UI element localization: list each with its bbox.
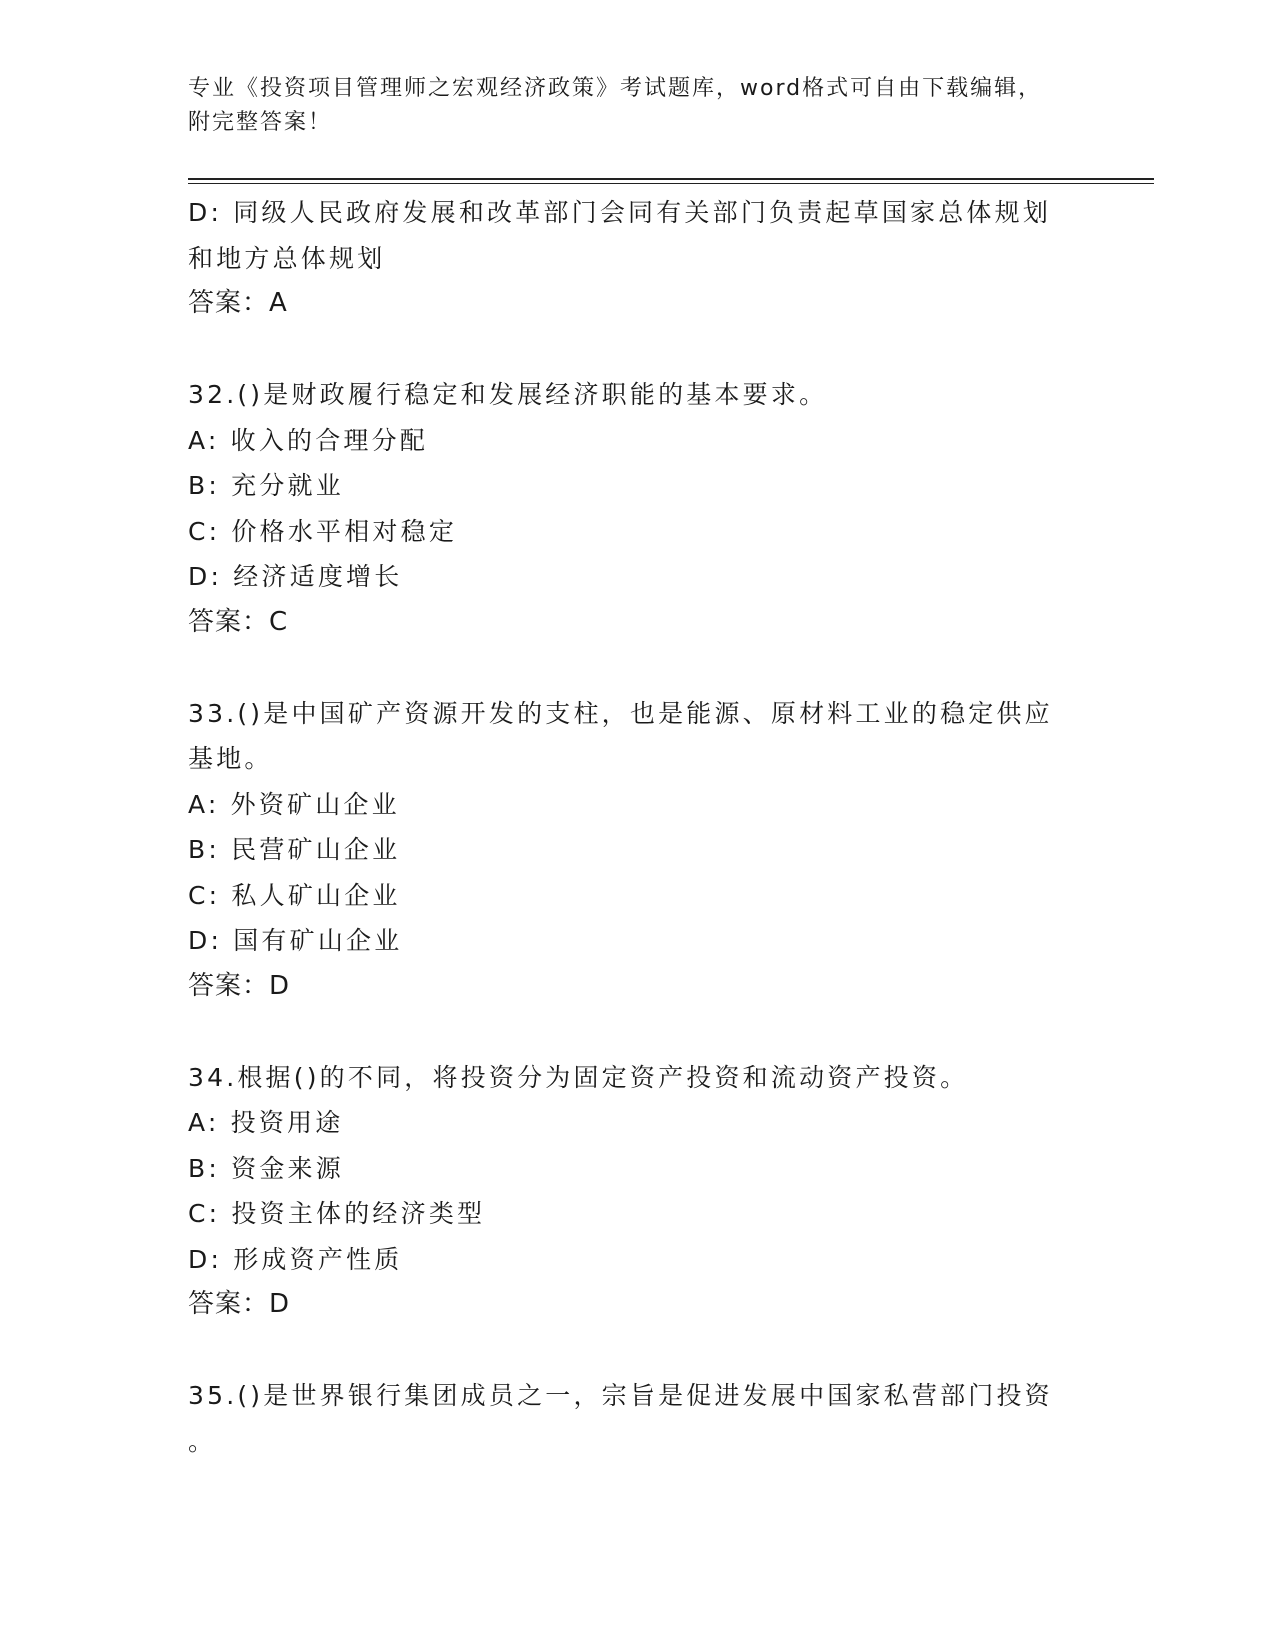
question-stem: 32.()是财政履行稳定和发展经济职能的基本要求。 <box>188 380 828 409</box>
question-stem: 35.()是世界银行集团成员之一，宗旨是促进发展中国家私营部门投资 <box>188 1381 1053 1410</box>
question-stem-continued: 。 <box>188 1426 217 1456</box>
document-header <box>188 72 1068 140</box>
option-b: B: 资金来源 <box>188 1153 344 1183</box>
option-b: B: 民营矿山企业 <box>188 835 401 864</box>
option-c: C: 投资主体的经济类型 <box>188 1199 486 1228</box>
spacer <box>188 645 1088 691</box>
answer-line: 答案：D <box>188 1289 291 1319</box>
option-d-continued: 和地方总体规划 <box>188 243 386 273</box>
question-list <box>188 190 1088 1464</box>
header-divider-thin <box>188 183 1154 184</box>
option-a: A: 外资矿山企业 <box>188 789 400 819</box>
option-d: D: 经济适度增长 <box>188 562 403 591</box>
option-d: D: 国有矿山企业 <box>188 926 403 955</box>
spacer <box>188 1328 1088 1374</box>
option-c: C: 价格水平相对稳定 <box>188 516 458 546</box>
header-line-1: 专业《投资项目管理师之宏观经济政策》考试题库，word格式可自由下载编辑， <box>188 76 1043 101</box>
answer-line: 答案：D <box>188 970 291 1001</box>
header-line-2: 附完整答案！ <box>188 110 333 135</box>
option-a: A: 收入的合理分配 <box>188 425 429 455</box>
question-stem: 34.根据()的不同，将投资分为固定资产投资和流动资产投资。 <box>188 1062 969 1092</box>
question-34 <box>188 1055 1088 1328</box>
answer-line: 答案：A <box>188 288 288 318</box>
answer-line: 答案：C <box>188 606 289 637</box>
header-divider-thick <box>188 178 1154 180</box>
question-stem: 33.()是中国矿产资源开发的支柱，也是能源、原材料工业的稳定供应 <box>188 698 1053 728</box>
question-32 <box>188 372 1088 645</box>
question-33 <box>188 691 1088 1010</box>
spacer <box>188 1009 1088 1055</box>
spacer <box>188 327 1088 373</box>
question-31-tail <box>188 190 1088 327</box>
option-c: C: 私人矿山企业 <box>188 880 401 910</box>
option-b: B: 充分就业 <box>188 471 344 500</box>
question-stem-continued: 基地。 <box>188 744 273 773</box>
option-a: A: 投资用途 <box>188 1108 344 1137</box>
option-d: D: 形成资产性质 <box>188 1244 403 1274</box>
option-d: D: 同级人民政府发展和改革部门会同有关部门负责起草国家总体规划 <box>188 198 1052 227</box>
question-35 <box>188 1373 1088 1464</box>
